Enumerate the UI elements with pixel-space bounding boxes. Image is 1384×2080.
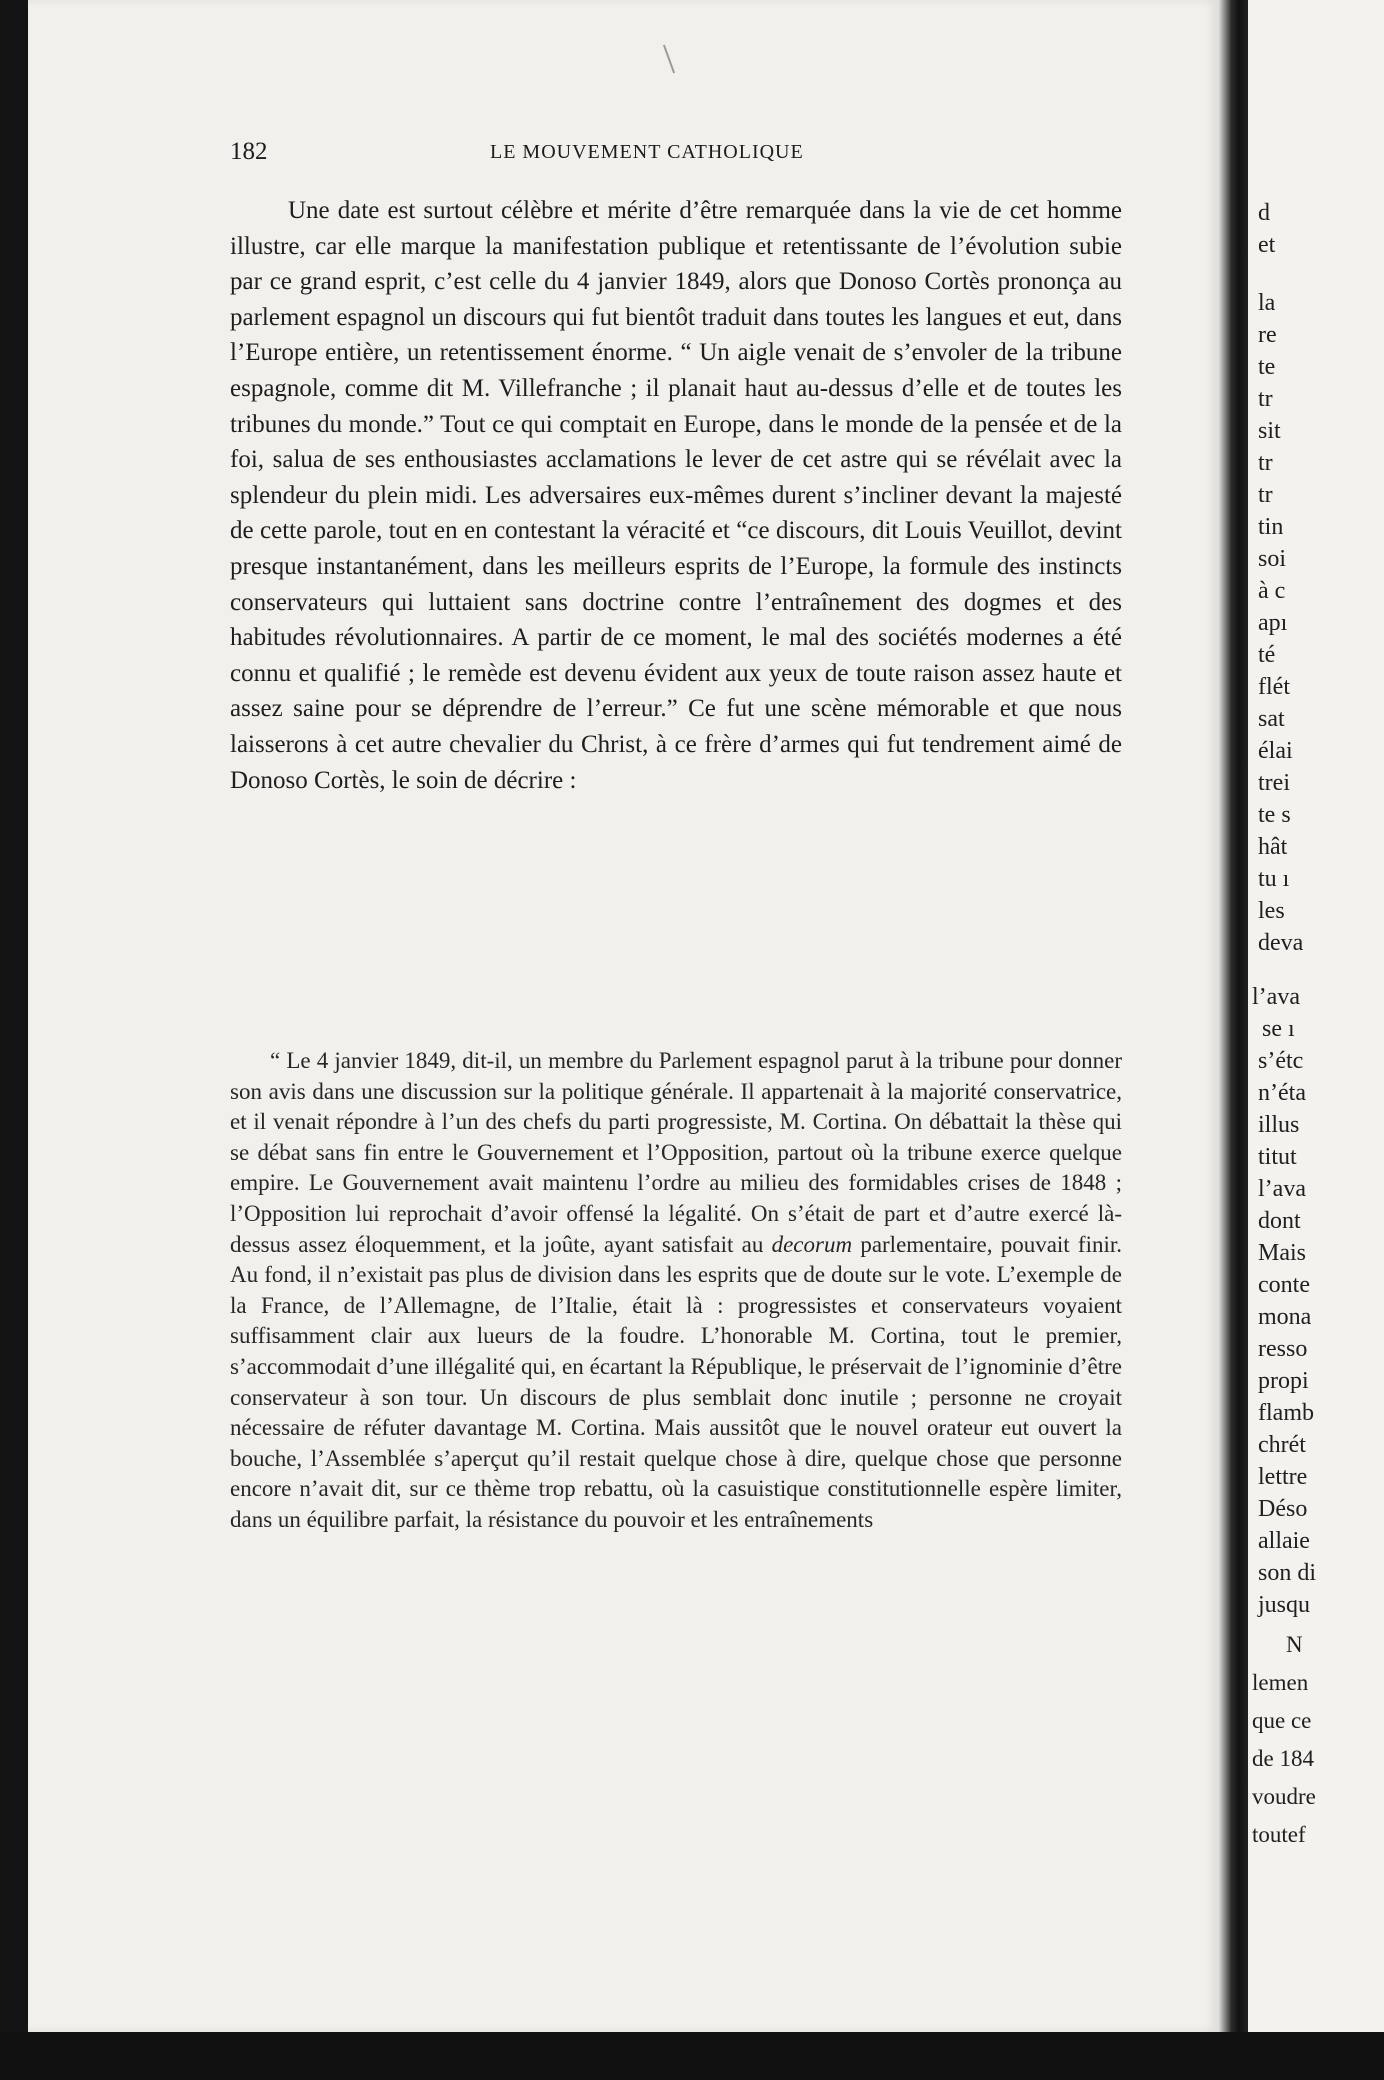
facing-page-fragment: trei — [1258, 770, 1290, 796]
facing-page-fragment: soi — [1258, 546, 1287, 572]
facing-page-fragment: mona — [1258, 1304, 1312, 1330]
facing-page-fragment: son di — [1258, 1560, 1317, 1586]
facing-page-fragment: à c — [1258, 578, 1286, 604]
scan-border — [0, 2032, 1384, 2080]
paragraph: Une date est surtout célèbre et mérite d’être remarquée dans la vie de cet homme illustre, car elle marque la manifestation publique et retentissante de l’évolution subie par ce grand esprit, c’est celle du 4 janvier 1849, alors que Donoso Cortès prononça au parlement espagnol un discours qui fut bientôt traduit dans toutes les langues et eut, dans l’Europe entière, un retentissement énorme. “ Un aigle venait de s’envoler de la tribune espagnole, comme dit M. Villefranche ; il planait haut au-dessus d’elle et de toutes les tribunes du monde.” Tout ce qui comptait en Europe, dans le monde de la pensée et de la foi, salua de ses enthousiastes acclamations le lever de cet astre qui se révélait avec la splendeur du plein midi. Les adversaires eux-mêmes durent s’incliner devant la majesté de cette parole, tout en en contestant la véracité et “ce discours, dit Louis Veuillot, devint presque instantanément, dans les meilleurs esprits de l’Europe, la formule des instincts conservateurs qui luttaient sans doctrine contre l’entraînement des dogmes et des habitudes révolutionnaires. A partir de ce moment, le mal des sociétés modernes a été connu et qualifié ; le remède est devenu évident aux yeux de toute raison assez haute et assez saine pour se déprendre de l’erreur.” Ce fut une scène mémorable et que nous laisserons à cet autre chevalier du Christ, à ce frère d’armes qui fut tendrement aimé de Donoso Cortès, le soin de décrire : — [230, 197, 1122, 794]
facing-page-fragment: lettre — [1258, 1464, 1308, 1490]
running-head: LE MOUVEMENT CATHOLIQUE — [490, 141, 804, 163]
facing-page-fragment: s’étc — [1258, 1048, 1304, 1074]
facing-page-fragment: chrét — [1258, 1432, 1306, 1458]
scan-mark — [663, 45, 675, 74]
facing-page-fragment: allaie — [1258, 1528, 1310, 1554]
facing-page-fragment: l’ava — [1252, 984, 1300, 1010]
page-header — [230, 138, 1122, 174]
body-text — [230, 193, 1122, 798]
facing-page-fragment: hât — [1258, 834, 1288, 860]
facing-page-fragment: te — [1258, 354, 1276, 380]
facing-page-fragment: Déso — [1258, 1496, 1308, 1522]
facing-page-fragment: flamb — [1258, 1400, 1314, 1426]
facing-page-fragment: dont — [1258, 1208, 1301, 1234]
facing-page-fragment: te s — [1258, 802, 1291, 828]
facing-page-fragment: sit — [1258, 418, 1281, 444]
facing-page-fragment: illus — [1258, 1112, 1300, 1138]
facing-page-fragment: té — [1258, 642, 1276, 668]
facing-page-fragment: de 184 — [1252, 1746, 1314, 1771]
facing-page-fragment: voudre — [1252, 1784, 1316, 1809]
facing-page-fragment: et — [1258, 232, 1276, 258]
facing-page-fragment: N — [1286, 1632, 1303, 1657]
facing-page-fragment: tr — [1258, 482, 1273, 508]
facing-page-fragment: la — [1258, 290, 1276, 316]
quote-text-2: parlementaire, pouvait finir. Au fond, il n’existait pas plus de division dans les esprits que de doute sur le vote. L’exemple de la France, de l’Allemagne, de l’Italie, était là : progressistes et conservateurs voyaient suffisamment clair aux lueurs de la foudre. L’honorable M. Cortina, tout le premier, s’accommodait d’une illégalité qui, en écartant la République, le préservait de l’ignominie d’être conservateur à son tour. Un discours de plus semblait donc inutile ; personne ne croyait nécessaire de réfuter davantage M. Cortina. Mais aussitôt que le nouvel orateur eut ouvert la bouche, l’Assemblée s’aperçut qu’il restait quelque chose à dire, quelque chose que personne encore n’avait dit, sur ce thème trop rebattu, où la casuistique constitutionnelle espère limiter, dans un équilibre parfait, la résistance du pouvoir et les entraînements — [230, 1231, 1123, 1532]
facing-page-fragment: se ı — [1262, 1016, 1295, 1042]
facing-page-fragment: apı — [1258, 610, 1288, 636]
facing-page-fragment: flét — [1258, 674, 1290, 700]
facing-page-fragment: titut — [1258, 1144, 1297, 1170]
block-quote — [230, 1046, 1122, 1536]
facing-page-fragment: l’ava — [1258, 1176, 1306, 1202]
facing-page-fragment: Mais — [1258, 1240, 1306, 1266]
quote-paragraph — [230, 1046, 1122, 1536]
facing-page-fragment: tin — [1258, 514, 1284, 540]
facing-page-fragment: jusqu — [1258, 1592, 1311, 1618]
quote-emphasis: decorum — [771, 1231, 853, 1257]
facing-page-fragment: resso — [1258, 1336, 1308, 1362]
facing-page-fragment: re — [1258, 322, 1277, 348]
facing-page-fragment: toutef — [1252, 1822, 1306, 1847]
facing-page-fragment: tr — [1258, 386, 1273, 412]
facing-page-fragment: élai — [1258, 738, 1293, 764]
book-gutter — [1218, 0, 1248, 2032]
facing-page-fragment: les — [1258, 898, 1285, 924]
facing-page-fragment: lemen — [1252, 1670, 1309, 1695]
quote-text-1: “ Le 4 janvier 1849, dit-il, un membre du Parlement espagnol parut à la tribune pour donner son avis dans une discussion sur la politique générale. Il appartenait à la majorité conservatrice, et il venait répondre à l’un des chefs du parti progressiste, M. Cortina. On débattait la thèse qui se débat sans fin entre le Gouvernement et l’Opposition, partout où la tribune exerce quelque empire. Le Gouvernement avait maintenu l’ordre au milieu des formidables crises de 1848 ; l’Opposition lui reprochait d’avoir offensé la légalité. On s’était de part et d’autre exercé là-dessus assez éloquemment, et la joûte, ayant satisfait au — [230, 1048, 1122, 1257]
facing-page-fragment: n’éta — [1258, 1080, 1306, 1106]
facing-page-fragment: deva — [1258, 930, 1304, 956]
facing-page-fragment: tu ı — [1258, 866, 1290, 892]
facing-page-fragment: d — [1258, 200, 1270, 226]
facing-page-fragment: sat — [1258, 706, 1285, 732]
page-number: 182 — [230, 138, 268, 165]
facing-page-fragment: propi — [1258, 1368, 1309, 1394]
facing-page-fragment: que ce — [1252, 1708, 1312, 1733]
facing-page-fragment: tr — [1258, 450, 1273, 476]
facing-page-fragment: conte — [1258, 1272, 1310, 1298]
right-page-edge — [1248, 0, 1384, 2036]
